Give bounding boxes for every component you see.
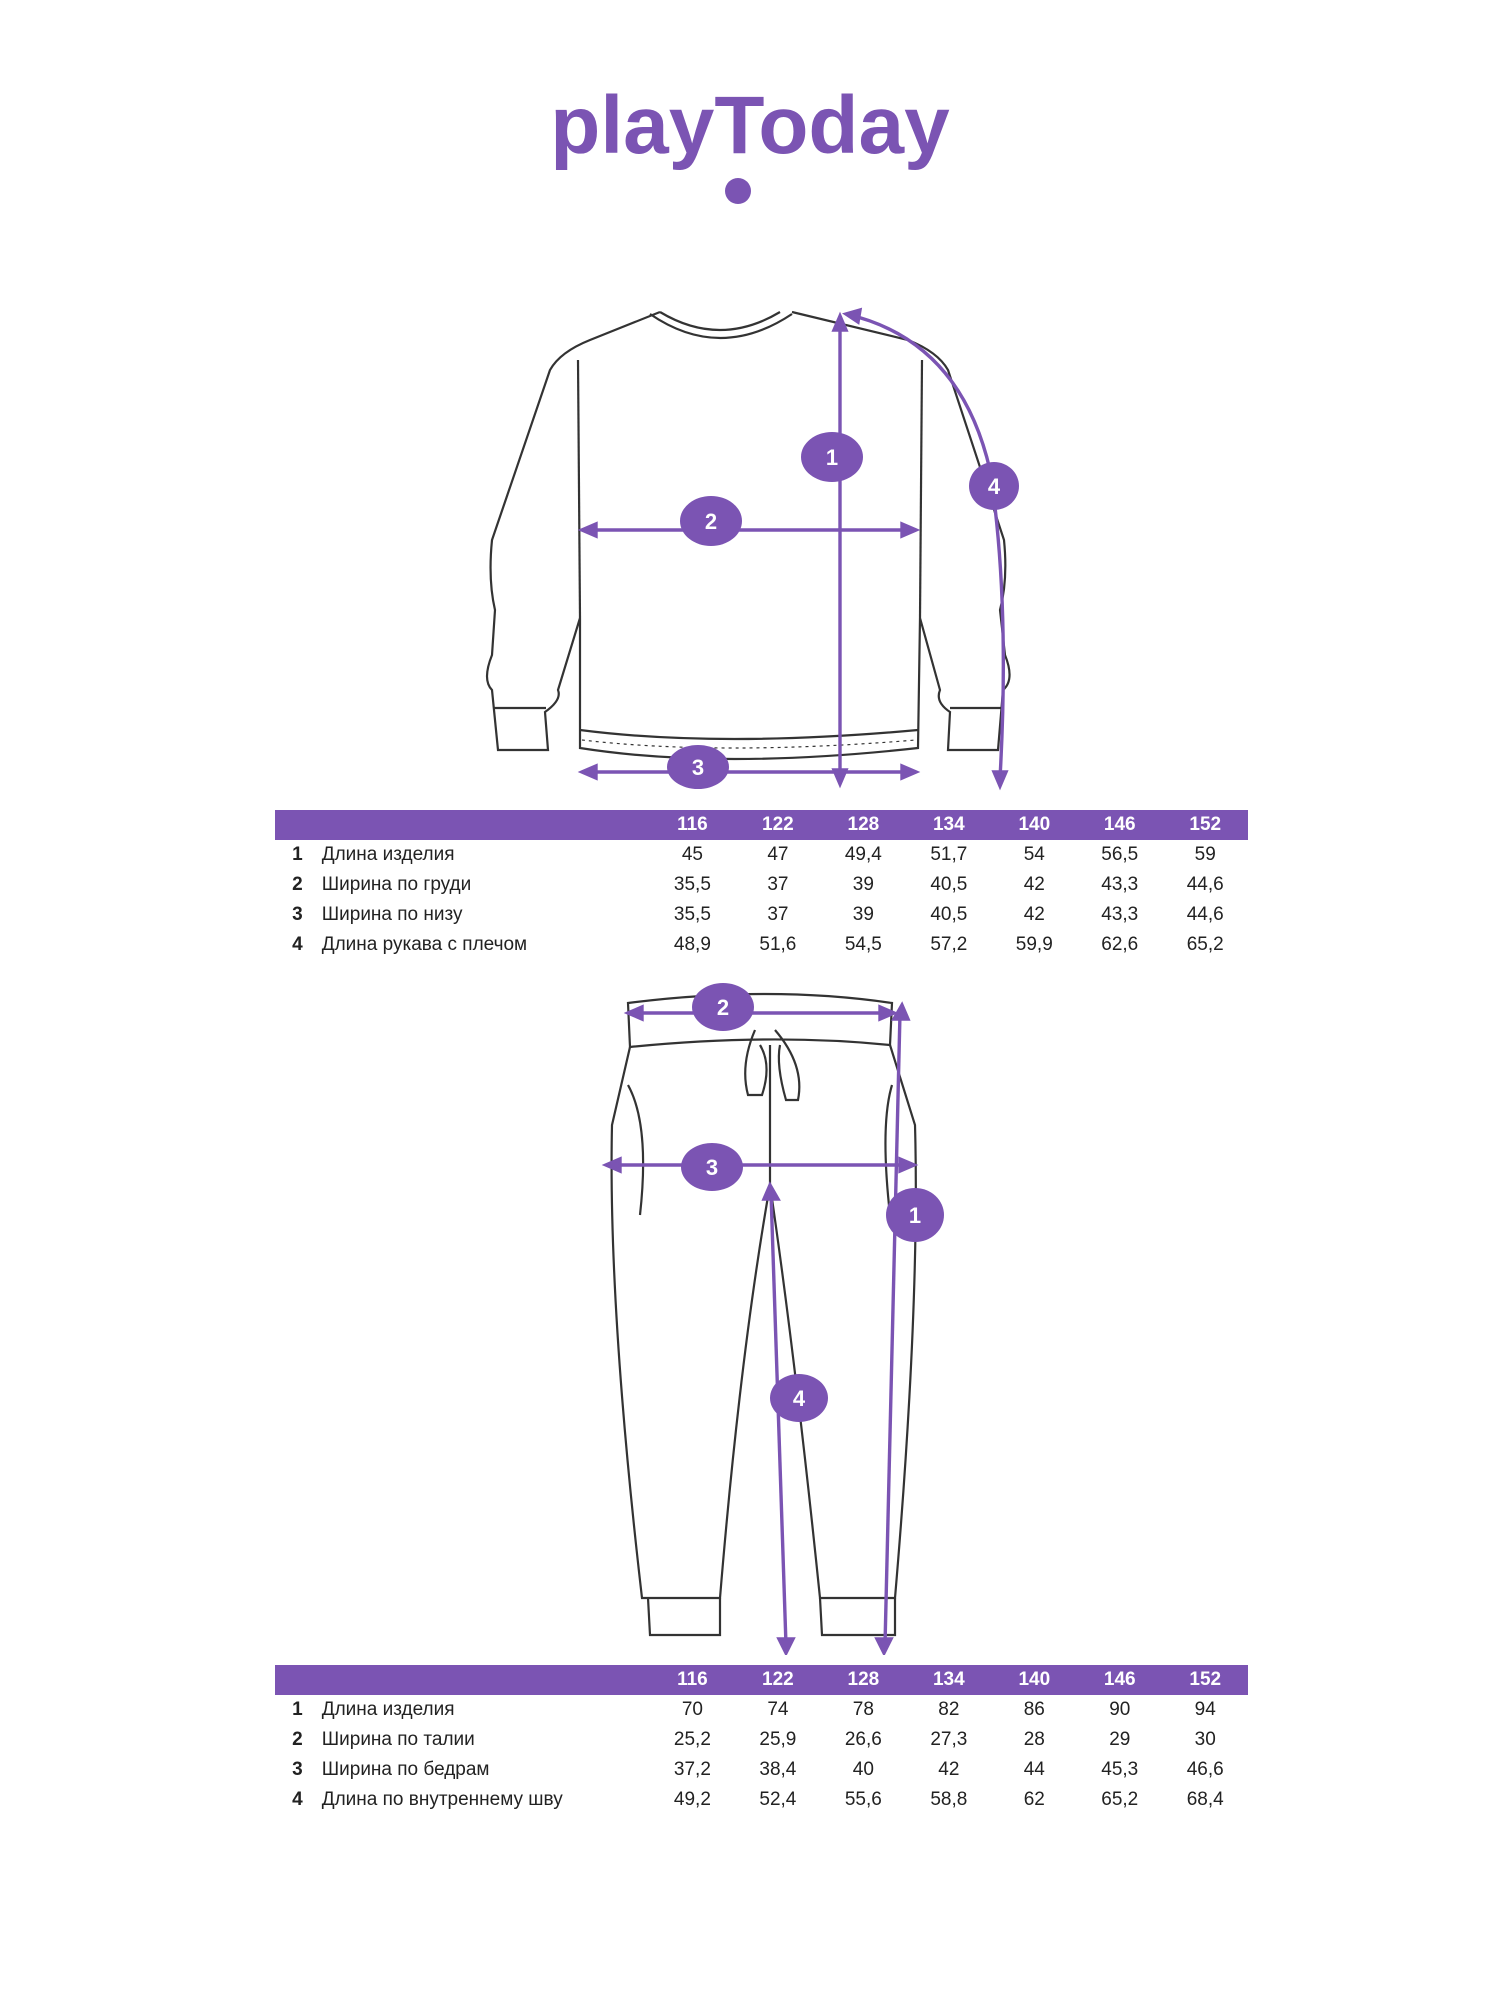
pants-size-table <box>275 1665 1248 1815</box>
table-row: 4 Длина рукава с плечом 48,9 51,6 54,5 57,2 59,9 62,6 65,2 <box>292 934 1224 955</box>
size-header: 146 <box>1103 1669 1136 1690</box>
pants-sketch <box>590 975 950 1655</box>
marker-4-label: 4 <box>792 1386 806 1411</box>
measure-markers <box>681 983 944 1422</box>
size-header: 134 <box>932 1669 965 1690</box>
marker-3-label: 3 <box>705 1155 719 1180</box>
marker-2-label: 2 <box>716 995 730 1020</box>
size-header: 140 <box>1018 1669 1051 1690</box>
marker-3-label: 3 <box>691 755 705 780</box>
size-header: 128 <box>847 1669 880 1690</box>
sweatshirt-sketch <box>470 300 1030 800</box>
logo-dot <box>725 178 751 204</box>
size-header: 152 <box>1189 814 1222 835</box>
brand-logo <box>520 78 980 218</box>
table-row: 1 Длина изделия 45 47 49,4 51,7 54 56,5 59 <box>292 844 1216 865</box>
table-header <box>275 810 1248 840</box>
marker-1-label: 1 <box>908 1203 922 1228</box>
size-header: 140 <box>1018 814 1051 835</box>
size-header: 116 <box>677 814 708 835</box>
marker-1-label: 1 <box>825 445 839 470</box>
playtoday-logo <box>520 78 980 218</box>
table-row: 2 Ширина по талии 25,2 25,9 26,6 27,3 28 29 30 <box>292 1729 1216 1750</box>
size-header: 146 <box>1103 814 1136 835</box>
table-row: 4 Длина по внутреннему шву 49,2 52,4 55,6 58,8 62 65,2 68,4 <box>292 1789 1224 1810</box>
sweatshirt-size-table <box>275 810 1248 960</box>
marker-4-label: 4 <box>987 474 1001 499</box>
size-header: 122 <box>762 814 794 835</box>
size-header: 152 <box>1189 1669 1222 1690</box>
table-header <box>275 1665 1248 1695</box>
table-row: 3 Ширина по бедрам 37,2 38,4 40 42 44 45,3 46,6 <box>292 1759 1224 1780</box>
table-row: 1 Длина изделия 70 74 78 82 86 90 94 <box>292 1699 1216 1720</box>
table-row: 3 Ширина по низу 35,5 37 39 40,5 42 43,3 44,6 <box>292 904 1224 925</box>
marker-2-label: 2 <box>704 509 718 534</box>
table-row: 2 Ширина по груди 35,5 37 39 40,5 42 43,3 44,6 <box>292 874 1224 895</box>
logo-text: playToday <box>550 80 950 171</box>
size-header: 122 <box>762 1669 794 1690</box>
size-header: 128 <box>847 814 880 835</box>
size-header: 134 <box>932 814 965 835</box>
size-header: 116 <box>677 1669 708 1690</box>
